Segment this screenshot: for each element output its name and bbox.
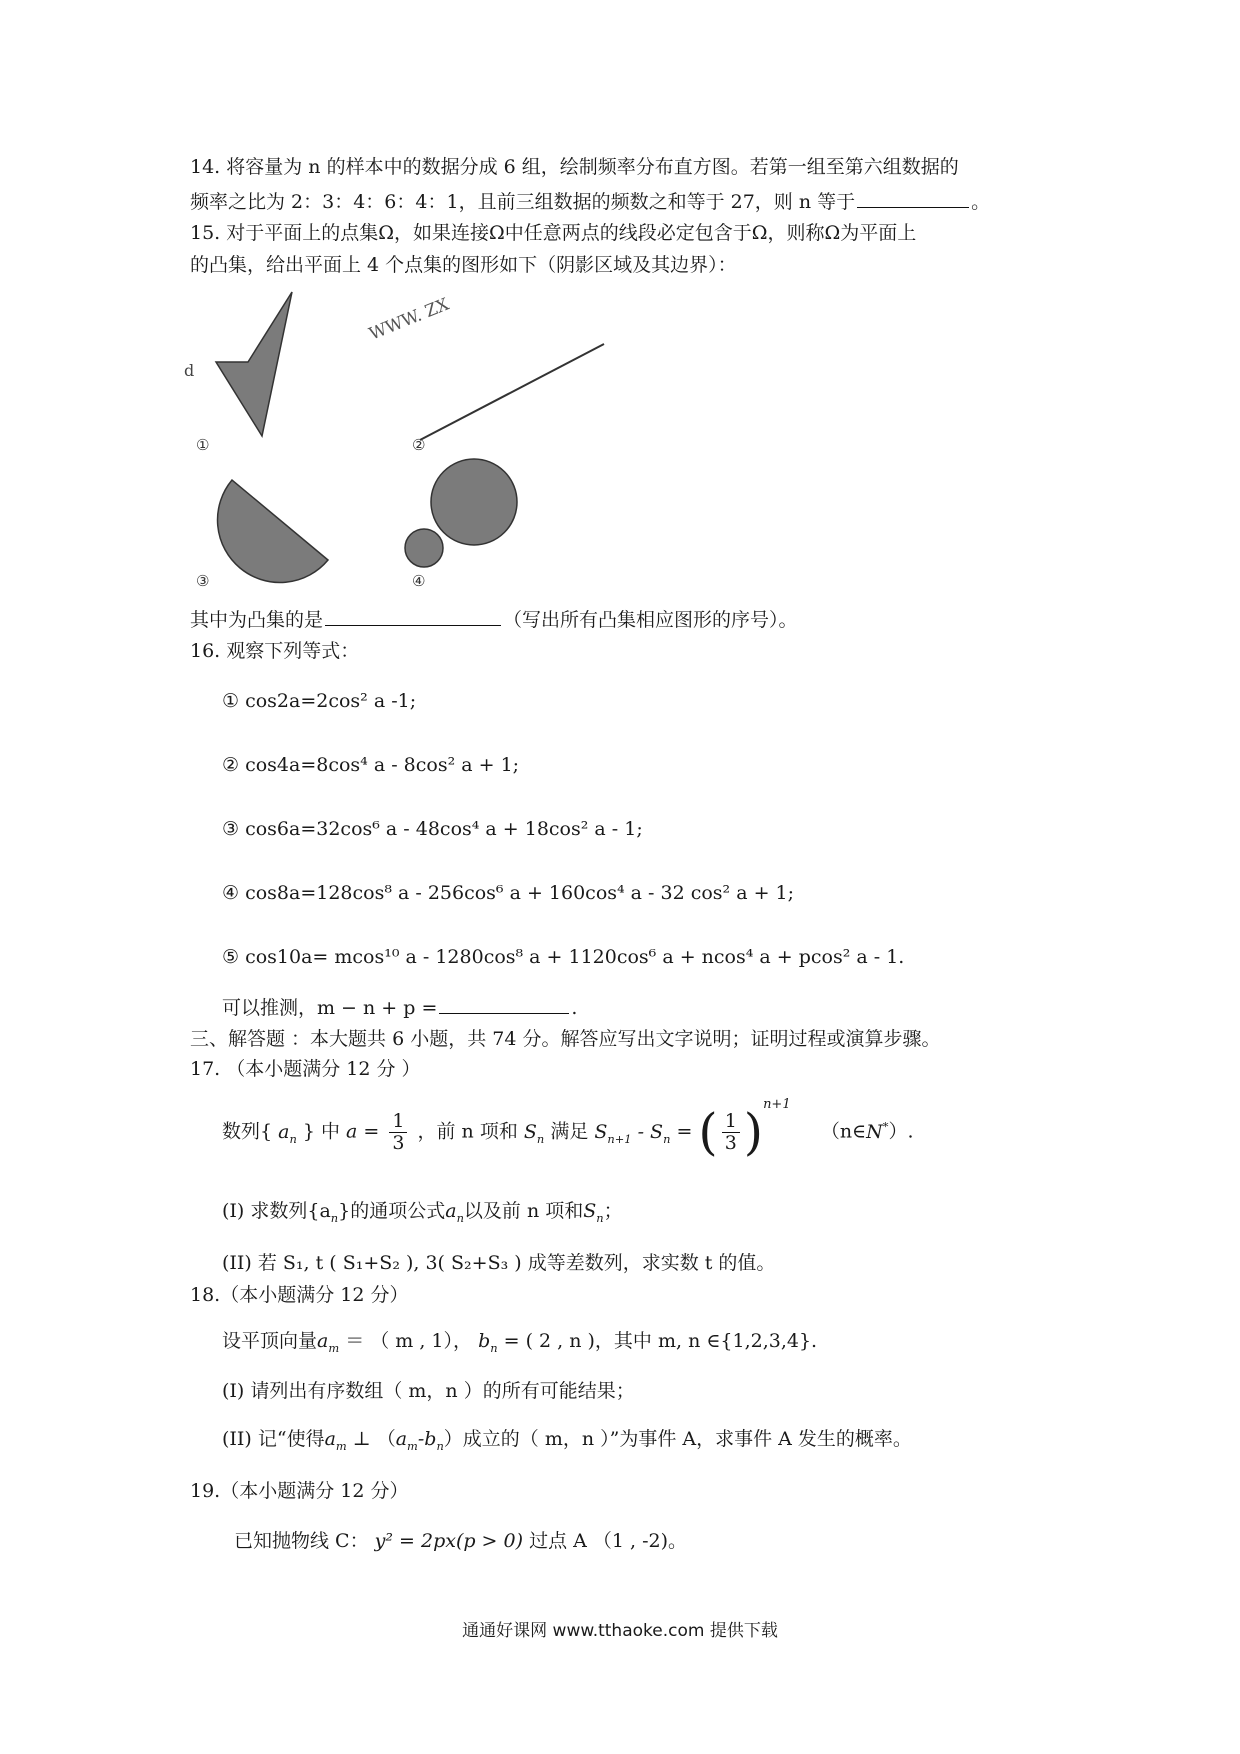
q19-title: 19.（本小题满分 12 分） [190,1480,409,1502]
q19-stem [234,1530,687,1553]
q16-eq3-text: cos6a=32cos⁶ a - 48cos⁴ a + 18cos² a - 1; [245,818,643,840]
q17-a-n: $a_n$ [278,1120,297,1146]
q16-answer-blank[interactable] [439,994,569,1014]
q16-infer [222,994,577,1020]
q18-title: 18.（本小题满分 12 分） [190,1284,409,1306]
q16-eq2-text: cos4a=8cos⁴ a - 8cos² a + 1; [245,754,520,776]
q16-eq5-text: cos10a= mcos¹⁰ a - 1280cos⁸ a + 1120cos⁶ a + ncos⁴ a + pcos² a - 1. [245,946,905,968]
q18-stem-b: ＝ （ m , 1）， [345,1330,473,1352]
q19-stem-a: 已知抛物线 C： [234,1530,369,1552]
q15-answer-blank[interactable] [325,606,501,626]
q14-end: 。 [971,191,991,213]
q17-part2: (II) 若 S₁, t ( S₁+S₂ ), 3( S₂+S₃ ) 成等差数列，求实数 t 的值。 [222,1252,776,1274]
q17-part1-d: ； [603,1200,623,1222]
q16-infer-end: . [571,997,578,1019]
q17-recurrence: $S_{n+1} - S_n$ [594,1120,671,1146]
q16-eq3 [222,818,643,841]
figure-label-1: ① [196,436,210,454]
figure-4-large-circle [431,459,517,545]
q17-part1-an: $a_n$ [445,1200,464,1225]
figure-watermark: WWW. ZX [366,294,452,345]
q15-line1: 15. 对于平面上的点集Ω，如果连接Ω中任意两点的线段必定包含于Ω，则称Ω为平面上 [190,222,917,244]
q18-b-n: $b_n$ [478,1330,498,1355]
q18-part1: (I) 请列出有序数组（ m，n ）的所有可能结果； [222,1380,635,1402]
q17-paren-right: ) [743,1103,764,1161]
figure-2-segment [420,344,604,440]
q16-eq1-label: ① [222,690,240,712]
q14-line2-text: 频率之比为 2：3：4：6：4：1，且前三组数据的频数之和等于 27，则 n 等于 [190,191,856,213]
q17-title: 17. （本小题满分 12 分 ） [190,1058,421,1080]
q18-a-m: $a_m$ [317,1330,340,1355]
q16-infer-text: 可以推测，m − n + p = [222,997,438,1019]
q17-frac-power-num: 1 [722,1111,740,1133]
q17-frac-den: 3 [392,1132,405,1155]
q17-stem-f: ）. [888,1120,914,1143]
q17-stem-c: ，前 n 项和 [417,1120,518,1143]
q17-stem-a: 数列{ [222,1120,273,1143]
q16-title: 16. 观察下列等式： [190,640,360,662]
q15-line2: 的凸集，给出平面上 4 个点集的图形如下（阴影区域及其边界）： [190,254,737,276]
q17-part1-b: }的通项公式 [338,1200,446,1222]
q18-part2-b: ⊥ （ [352,1428,396,1450]
q17-paren-left: ( [698,1103,718,1161]
q18-stem-a: 设平顶向量 [222,1330,318,1352]
section3-heading: 三、解答题 ：本大题共 6 小题，共 74 分。解答应写出文字说明；证明过程或演算步骤。 [190,1028,941,1050]
q17-part1-Sn: $S_n$ [583,1200,604,1225]
q18-part2-am: $a_m$ [324,1428,347,1453]
q18-stem-c: = ( 2 , n )，其中 m, n ∈{1,2,3,4}. [503,1330,818,1352]
figure-label-4: ④ [412,572,426,590]
q14-line2 [190,188,990,214]
q17-frac-num: 1 [389,1111,407,1133]
q16-eq4-label: ④ [222,882,240,904]
q17-S-n: $S_n$ [523,1120,545,1146]
q17-stem-d: 满足 [550,1120,589,1143]
q18-part2-c: ）成立的（ m，n ）”为事件 A，求事件 A 发生的概率。 [443,1428,912,1450]
q18-stem [222,1330,817,1353]
q16-eq4-text: cos8a=128cos⁸ a - 256cos⁶ a + 160cos⁴ a - 32 cos² a + 1; [245,882,795,904]
figure-label-3: ③ [196,572,210,590]
q17-part1-a: (I) 求数列{a [222,1200,331,1222]
q14-answer-blank[interactable] [857,188,969,208]
q17-stem-e: （n∈ [820,1120,867,1143]
q17-part1-sub: n [330,1210,339,1225]
q17-stem-b: } 中 [302,1120,340,1143]
q17-N-star: N* [866,1119,889,1143]
q17-a: a [346,1120,358,1143]
q19-equation: y² = 2px(p > 0) [374,1530,524,1552]
convex-set-figure [186,284,606,596]
q18-part2-a: (II) 记“使得 [222,1428,325,1450]
q16-eq5 [222,946,904,969]
q14-line1: 14. 将容量为 n 的样本中的数据分成 6 组，绘制频率分布直方图。若第一组至第六组数据的 [190,156,959,178]
q17-exponent: n+1 [763,1097,791,1113]
figure-label-2: ② [412,436,426,454]
q16-eq3-label: ③ [222,818,240,840]
q17-stem: 数列{ $a_n$ } 中 a = $\frac{1}{3}$ ，前 n 项和 $S_n$ 满足 $S_{n+1} - S_n$ = ( $\frac{1}{3}$ )$^{n+1}$ （n∈N*）. [222,1097,914,1161]
q19-stem-b: 过点 A （1 , -2)。 [529,1530,688,1552]
figure-1-arrowhead [216,292,292,436]
q15-answer-line [190,606,798,632]
page-footer: 通通好课网 www.tthaoke.com 提供下载 [462,1621,778,1641]
q17-part1 [222,1200,623,1223]
figure-3-half-disk [218,480,328,582]
q16-eq2 [222,754,519,777]
q16-eq1-text: cos2a=2cos² a -1; [245,690,417,712]
q16-eq4 [222,882,794,905]
q18-part2 [222,1428,912,1451]
q17-frac-power [722,1111,740,1154]
q17-part1-c: 以及前 n 项和 [463,1200,584,1222]
q15-answer-suffix: （写出所有凸集相应图形的序号）。 [503,609,798,631]
q16-eq2-label: ② [222,754,240,776]
q16-eq5-label: ⑤ [222,946,240,968]
figure-4-small-circle [405,529,443,567]
q17-frac-a1 [389,1111,407,1154]
q17-frac-power-den: 3 [724,1132,737,1155]
q15-answer-prefix: 其中为凸集的是 [190,609,324,631]
figure-stray-mark: d [184,361,195,380]
q18-part2-diff: $a_m-b_n$ [395,1428,444,1453]
q16-eq1 [222,690,416,713]
